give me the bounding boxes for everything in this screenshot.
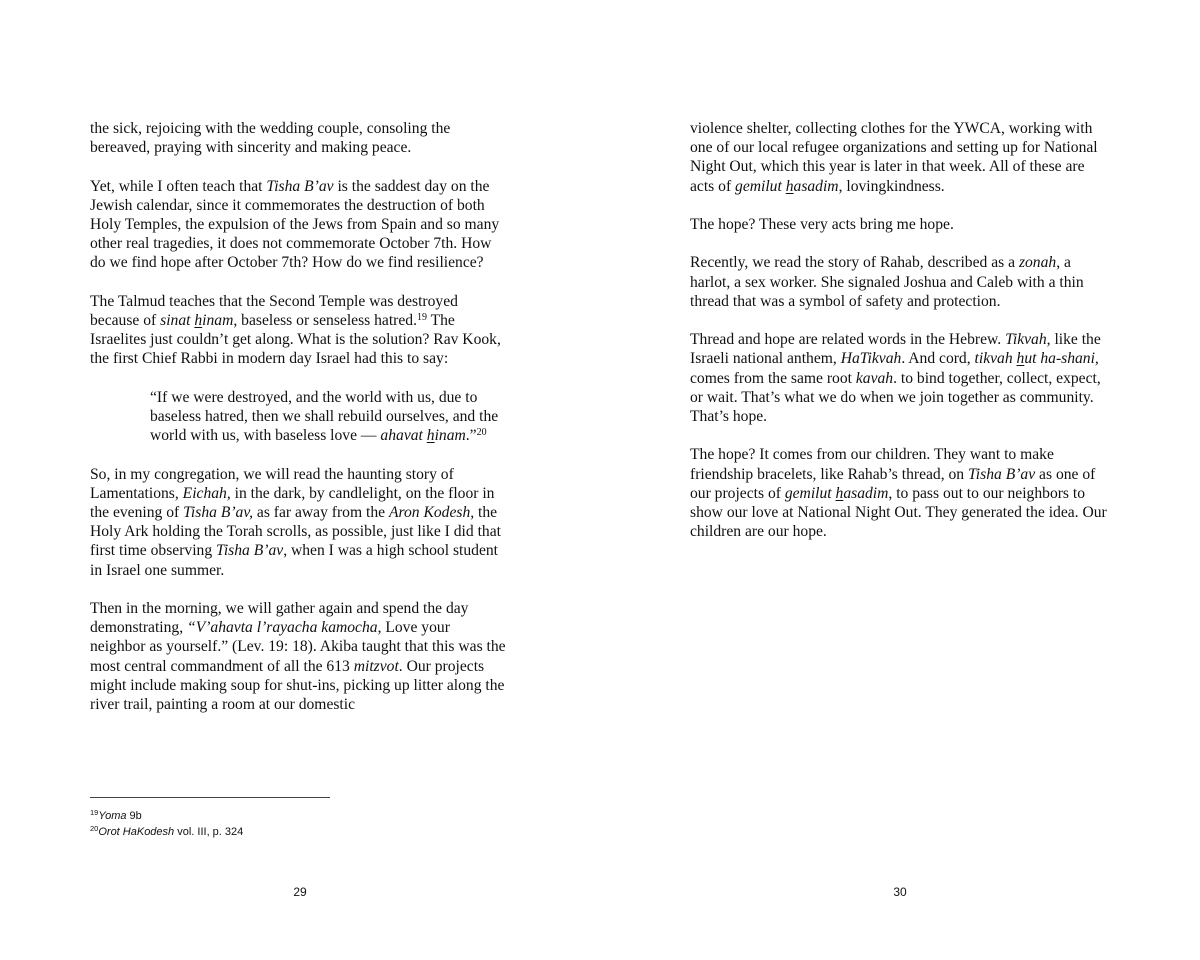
emphasis-text: HaTikvah (840, 350, 902, 368)
emphasis-text: ahavat (380, 427, 427, 445)
emphasis-text: Tikvah, (1005, 331, 1051, 349)
text-run: , to pass out to our neighbors to show our love at National Night Out. They generated the idea. Our children are our hope. (690, 484, 1107, 541)
emphasis-text: h (835, 484, 844, 502)
footnote (90, 808, 243, 824)
paragraph (690, 330, 1110, 426)
text-run: , baseless or senseless hatred. (233, 312, 417, 329)
page-number: 29 (293, 885, 307, 899)
text-run: The Israelites just couldn’t get along. What is the solution? Rav Kook, the first Chief Rabbi in modern day Israel had this to say: (90, 312, 501, 368)
emphasis-text: Tisha B’av (968, 465, 1036, 483)
text-run: The Talmud teaches that the Second Temple was destroyed because of (90, 292, 458, 329)
emphasis-text: h (194, 312, 203, 329)
emphasis-text: gemilut (735, 177, 786, 195)
right-page-body-text (690, 119, 1110, 541)
left-page-body-text (90, 119, 508, 714)
paragraph (690, 253, 1110, 311)
paragraph (690, 445, 1110, 541)
text-run: the Holy Ark holding the Torah scrolls, as possible, just like I did that first time observing (90, 504, 501, 560)
footnote-title: Orot HaKodesh (98, 826, 175, 838)
text-run: Recently, we read the story of Rahab, described as a (690, 254, 1019, 272)
footnotes (90, 808, 243, 840)
text-run: in the dark, by candlelight, on the floor in the evening of (90, 484, 495, 521)
emphasis-text: Eichah, (182, 484, 231, 502)
text-run: , Love your neighbor as yourself.” (Lev. 19: 18). Akiba taught that this was the most central commandment of all the 613 (90, 619, 506, 675)
emphasis-text: zonah (1018, 254, 1057, 272)
emphasis-text: h (426, 427, 435, 445)
emphasis-text: kavah (855, 369, 894, 387)
emphasis-text: Aron Kodesh, (388, 504, 475, 521)
paragraph (90, 465, 508, 580)
paragraph (90, 177, 508, 273)
text-run: The hope? These very acts bring me hope. (690, 216, 954, 233)
footnote-number: 19 (90, 808, 99, 817)
footnote-number: 20 (90, 824, 99, 833)
emphasis-text: asadim (843, 484, 889, 502)
text-run: “If we were destroyed, and the world with us, due to baseless hatred, then we shall rebuild ourselves, and the world with us, with baseless love — (150, 388, 499, 445)
paragraph (690, 119, 1110, 196)
emphasis-text: sinat (160, 312, 195, 329)
emphasis-text: “V’ahavta l’rayacha kamocha (187, 619, 378, 637)
text-run: as one of our projects of (690, 465, 1096, 502)
paragraph (90, 119, 508, 157)
text-run: . Our projects might include making soup for shut-ins, picking up litter along the river trail, painting a room at our domestic (90, 657, 505, 714)
footnote-ref: 20 (476, 427, 487, 439)
emphasis-text: mitzvot (353, 657, 399, 675)
emphasis-text: inam (202, 312, 234, 329)
text-run: , lovingkindness. (838, 177, 945, 195)
footnote-title: Yoma (98, 810, 127, 822)
text-run: like the Israeli national anthem, (690, 331, 1101, 368)
footnote-ref: 19 (416, 312, 427, 323)
emphasis-text: h (785, 177, 794, 195)
text-run: Yet, while I often teach that (90, 177, 267, 195)
footnote-text: 9b (126, 810, 142, 822)
text-run: . And cord, (901, 350, 975, 368)
footnote-divider (90, 797, 330, 798)
text-run: , when I was a high school student in Israel one summer. (90, 542, 498, 579)
paragraph (90, 599, 508, 714)
paragraph (90, 292, 508, 369)
text-run: So, in my congregation, we will read the haunting story of Lamentations, (90, 465, 454, 502)
text-run: Thread and hope are related words in the Hebrew. (690, 331, 1006, 349)
emphasis-text: inam (434, 427, 466, 445)
text-run: the sick, rejoicing with the wedding couple, consoling the bereaved, praying with sincerity and making peace. (90, 120, 451, 157)
page-number: 30 (893, 885, 907, 899)
text-run: .” (465, 427, 477, 445)
text-run: Then in the morning, we will gather again and spend the day demonstrating, (90, 600, 469, 637)
text-run: . to bind together, collect, expect, or wait. That’s what we do when we join together as community. That’s hope. (690, 369, 1101, 425)
paragraph (690, 215, 1110, 234)
text-run: as far away from the (253, 504, 389, 521)
text-run: The hope? It comes from our children. They want to make friendship bracelets, like Rahab’s thread, on (690, 446, 1054, 483)
footnote-text: vol. III, p. 324 (174, 826, 244, 838)
footnote (90, 824, 243, 840)
emphasis-text: Tisha B’av (266, 177, 334, 195)
emphasis-text: asadim (793, 177, 839, 195)
text-run: comes from the same root (690, 369, 856, 387)
emphasis-text: Tisha B’av, (183, 504, 253, 521)
emphasis-text: h (1016, 350, 1025, 368)
emphasis-text: tikvah (974, 350, 1017, 368)
text-run: , a harlot, a sex worker. She signaled Joshua and Caleb with a thin thread that was a symbol of safety and protection. (690, 254, 1084, 310)
emphasis-text: ut ha-shani, (1024, 350, 1099, 368)
emphasis-text: Tisha B’av (216, 542, 284, 560)
text-run: violence shelter, collecting clothes for the YWCA, working with one of our local refugee organizations and setting up for National Night Out, which this year is later in that week. All of these are acts of (690, 120, 1098, 195)
right-page (600, 0, 1200, 960)
emphasis-text: gemilut (784, 484, 836, 502)
text-run: is the saddest day on the Jewish calendar, since it commemorates the destruction of both Holy Temples, the expulsion of the Jews from Spain and so many other real tragedies, it does not commemorate October 7th. How do we find hope after October 7th? How do we find resilience? (90, 177, 500, 272)
block-quote (150, 388, 504, 446)
